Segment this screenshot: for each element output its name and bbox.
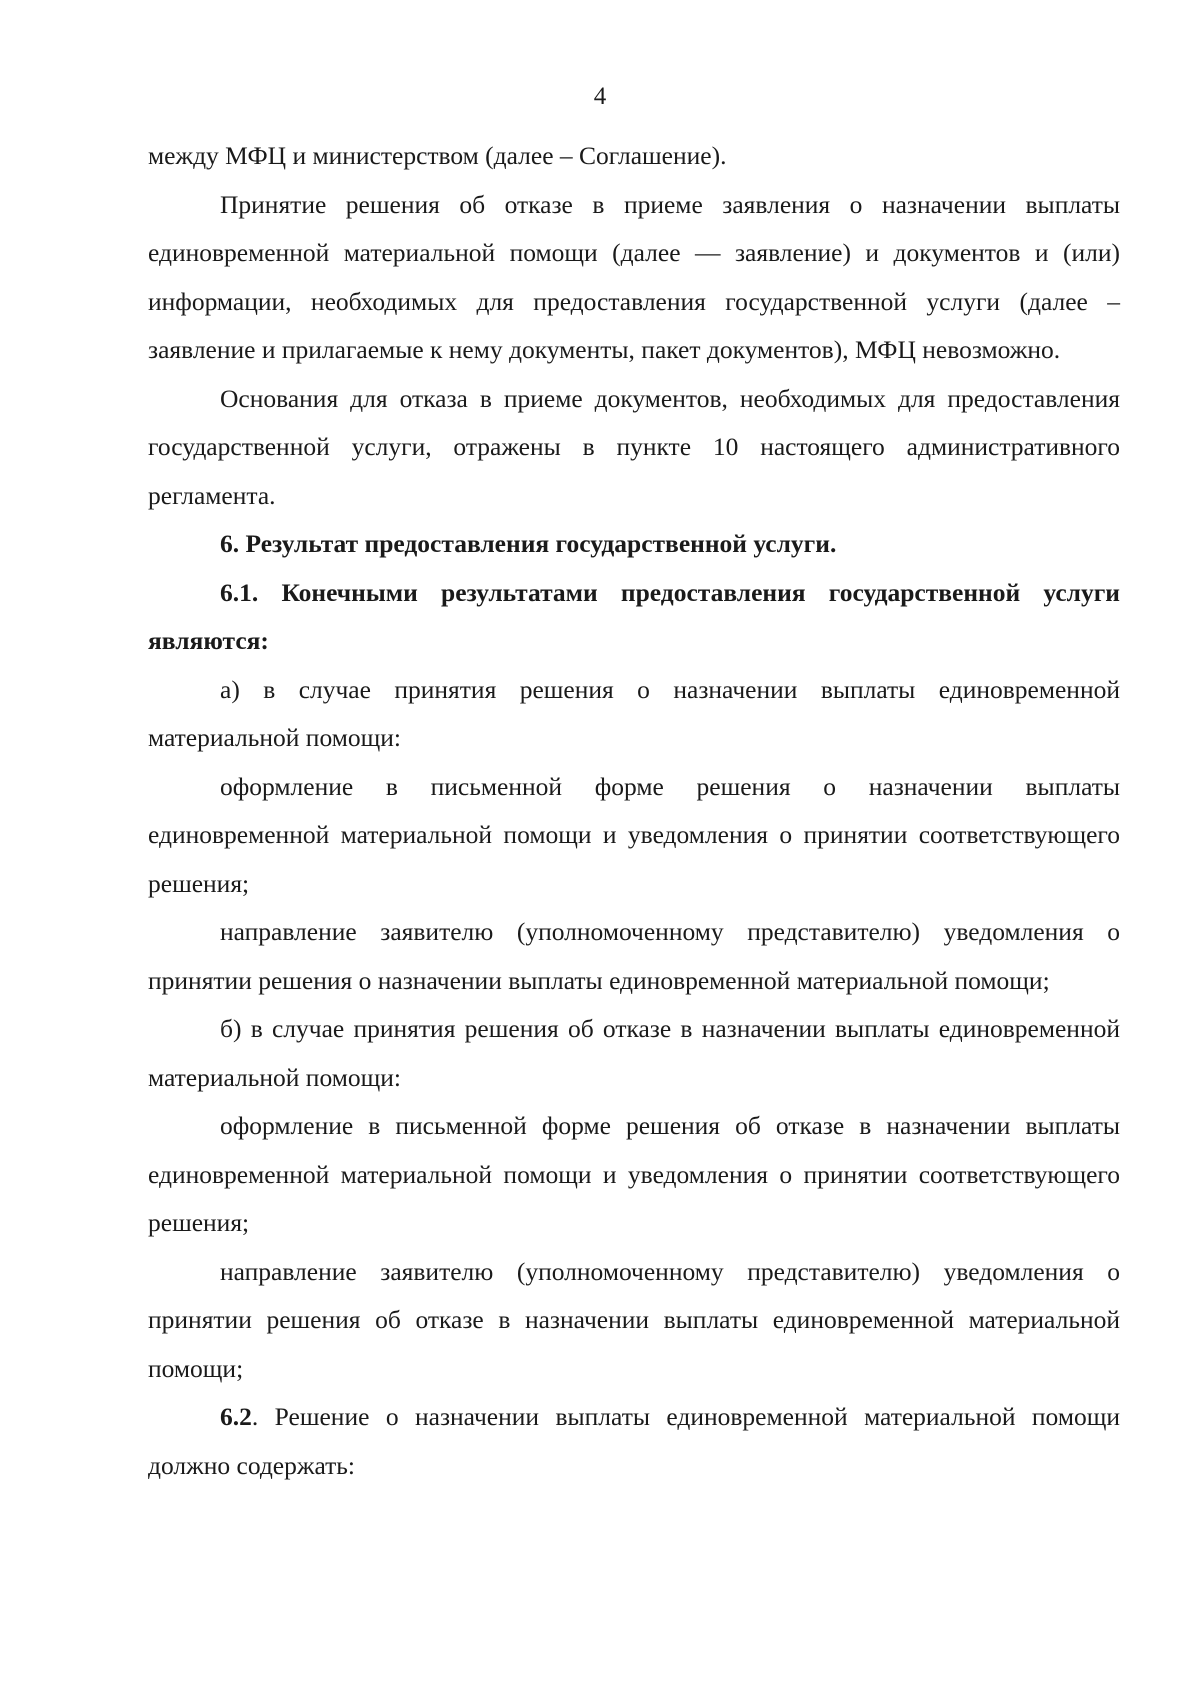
subsection-heading-6-1: 6.1. Конечными результатами предоставления государственной услуги являются: (148, 577, 1120, 655)
paragraph-b-1: оформление в письменной форме решения об отказе в назначении выплаты единовременной материальной помощи и уведомления о принятии соответствующего решения; (148, 1111, 1120, 1237)
paragraph-6-2-number: 6.2 (220, 1402, 252, 1431)
page-number: 4 (593, 83, 607, 110)
document-body (148, 132, 1120, 1490)
paragraph-6-2 (148, 1393, 1120, 1490)
section-heading-6: 6. Результат предоставления государственной услуги. (220, 529, 837, 558)
paragraph-1: между МФЦ и министерством (далее – Соглашение). (148, 141, 727, 170)
paragraph-a-2: направление заявителю (уполномоченному представителю) уведомления о принятии решения о назначении выплаты единовременной материальной помощи; (148, 917, 1120, 995)
paragraph-item-b: б) в случае принятия решения об отказе в назначении выплаты единовременной материальной помощи: (148, 1014, 1120, 1092)
paragraph-b-2: направление заявителю (уполномоченному представителю) уведомления о принятии решения об отказе в назначении выплаты единовременной материальной помощи; (148, 1256, 1120, 1383)
paragraph-a-1: оформление в письменной форме решения о назначении выплаты единовременной материальной помощи и уведомления о принятии соответствующего решения; (148, 771, 1120, 898)
paragraph-6-2-text: . Решение о назначении выплаты единовременной материальной помощи должно содержать: (148, 1402, 1120, 1480)
paragraph-2: Принятие решения об отказе в приеме заявления о назначении выплаты единовременной материальной помощи (далее — заявление) и документов и (или) информации, необходимых для предоставления государственной услуги (далее – заявление и прилагаемые к нему документы, пакет документов), МФЦ невозможно. (148, 189, 1120, 364)
paragraph-item-a: а) в случае принятия решения о назначении выплаты единовременной материальной помощи: (148, 674, 1120, 752)
paragraph-3: Основания для отказа в приеме документов, необходимых для предоставления государственной услуги, отражены в пункте 10 настоящего административного регламента. (148, 383, 1120, 510)
